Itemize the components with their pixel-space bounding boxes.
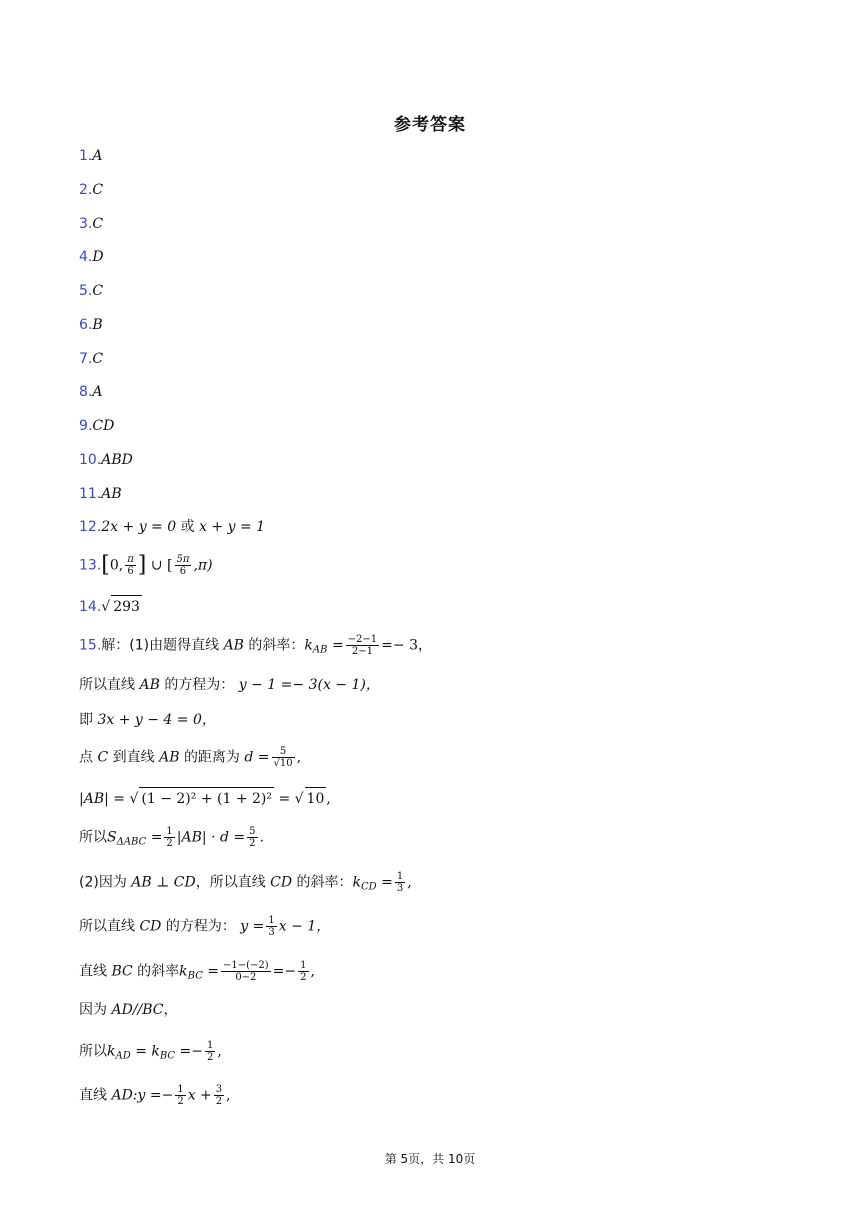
solution-15-line-9: 直线 BC 的斜率$k_{BC}$ = $\frac{-1-(-2)}{0-2}$ =− $\frac{1}{2}$ , [79,960,315,983]
answer-10: 10.ABD [79,452,133,468]
page-title: 参考答案 [394,115,466,135]
ad-slope-fraction: $\frac{1}{2}$ [177,1084,184,1107]
bracket-close: ] [137,552,147,578]
slope-cd-fraction: $\frac{1}{3}$ [396,871,404,894]
sqrt-sign: √ [294,791,304,807]
solution-15-line-11: 所以$k_{AD} = k_{BC}$ =− $\frac{1}{2}$ , [79,1040,222,1063]
answer-11: 11.AB [79,486,122,502]
distance-fraction: $\frac{5}{√10}$ [273,746,293,769]
cd-line-fraction: $\frac{1}{3}$ [268,915,275,938]
answer-2: 2.C [79,182,104,198]
solution-15-line-12: 直线 AD:y =− $\frac{1}{2}$ x + $\frac{3}{2}$ , [79,1084,231,1107]
bracket-open: [ [101,552,110,578]
sqrt-sign: √ [101,599,111,615]
solution-15-line-6: 所以$S_{\Delta ABC}$ = $\frac{1}{2}$ |AB| · d = $\frac{5}{2}$ . [79,826,264,849]
solution-15-line-10: 因为 AD//BC， [79,1002,178,1018]
solution-15-line-8: 所以直线 CD 的方程为： y = $\frac{1}{3}$ x − 1， [79,915,331,938]
answer-7: 7.C [79,351,104,367]
solution-15-line-4: 点 C 到直线 AB 的距离为 d = $\frac{5}{√10}$ , [79,746,302,769]
solution-15-line-7: (2)因为 AB ⊥ CD，所以直线 CD 的斜率：$k_{CD}$ = $\frac{1}{3}$ , [79,871,412,894]
answer-1: 1.A [79,148,103,164]
slope-bc-value: $\frac{1}{2}$ [300,960,307,983]
answer-6: 6.B [79,317,103,333]
answer-3: 3.C [79,216,104,232]
solution-15-line-1: 15.解：(1)由题得直线 AB 的斜率：$k_{AB}$ = $\frac{-2-1}{2-1}$ =− 3， [79,634,432,657]
fraction-5pi-6: $\frac{5\pi}{6}$ [176,554,190,577]
answer-4: 4.D [79,249,104,265]
ad-intercept-fraction: $\frac{3}{2}$ [215,1084,223,1107]
answer-14: 14.√ 293 [79,595,142,618]
answer-13: 13.[0, $\frac{\pi}{6}$ ] ∪ [ $\frac{5\pi}{6}$ ,π) [79,552,213,578]
answer-12: 12.2x + y = 0 或 x + y = 1 [79,519,266,535]
answer-5: 5.C [79,283,104,299]
fraction-pi-6: $\frac{\pi}{6}$ [127,554,134,577]
answer-9: 9.CD [79,418,115,434]
page-footer: 第 5页，共 10页 [384,1152,476,1166]
slope-ab-fraction: $\frac{-2-1}{2-1}$ [347,634,378,657]
slope-bc-fraction: $\frac{-1-(-2)}{0-2}$ [223,960,269,983]
solution-15-line-2: 所以直线 AB 的方程为： y − 1 =− 3(x − 1)， [79,677,380,693]
sqrt-sign: √ [129,791,139,807]
area-fraction: $\frac{5}{2}$ [249,826,256,849]
half-fraction: $\frac{1}{2}$ [166,826,173,849]
solution-15-line-3: 即 3x + y − 4 = 0， [79,712,216,728]
solution-15-line-5: |AB| = √ (1 − 2)² + (1 + 2)² = √ 10 , [79,787,331,810]
slope-ad-value: $\frac{1}{2}$ [206,1040,214,1063]
answer-8: 8.A [79,384,103,400]
